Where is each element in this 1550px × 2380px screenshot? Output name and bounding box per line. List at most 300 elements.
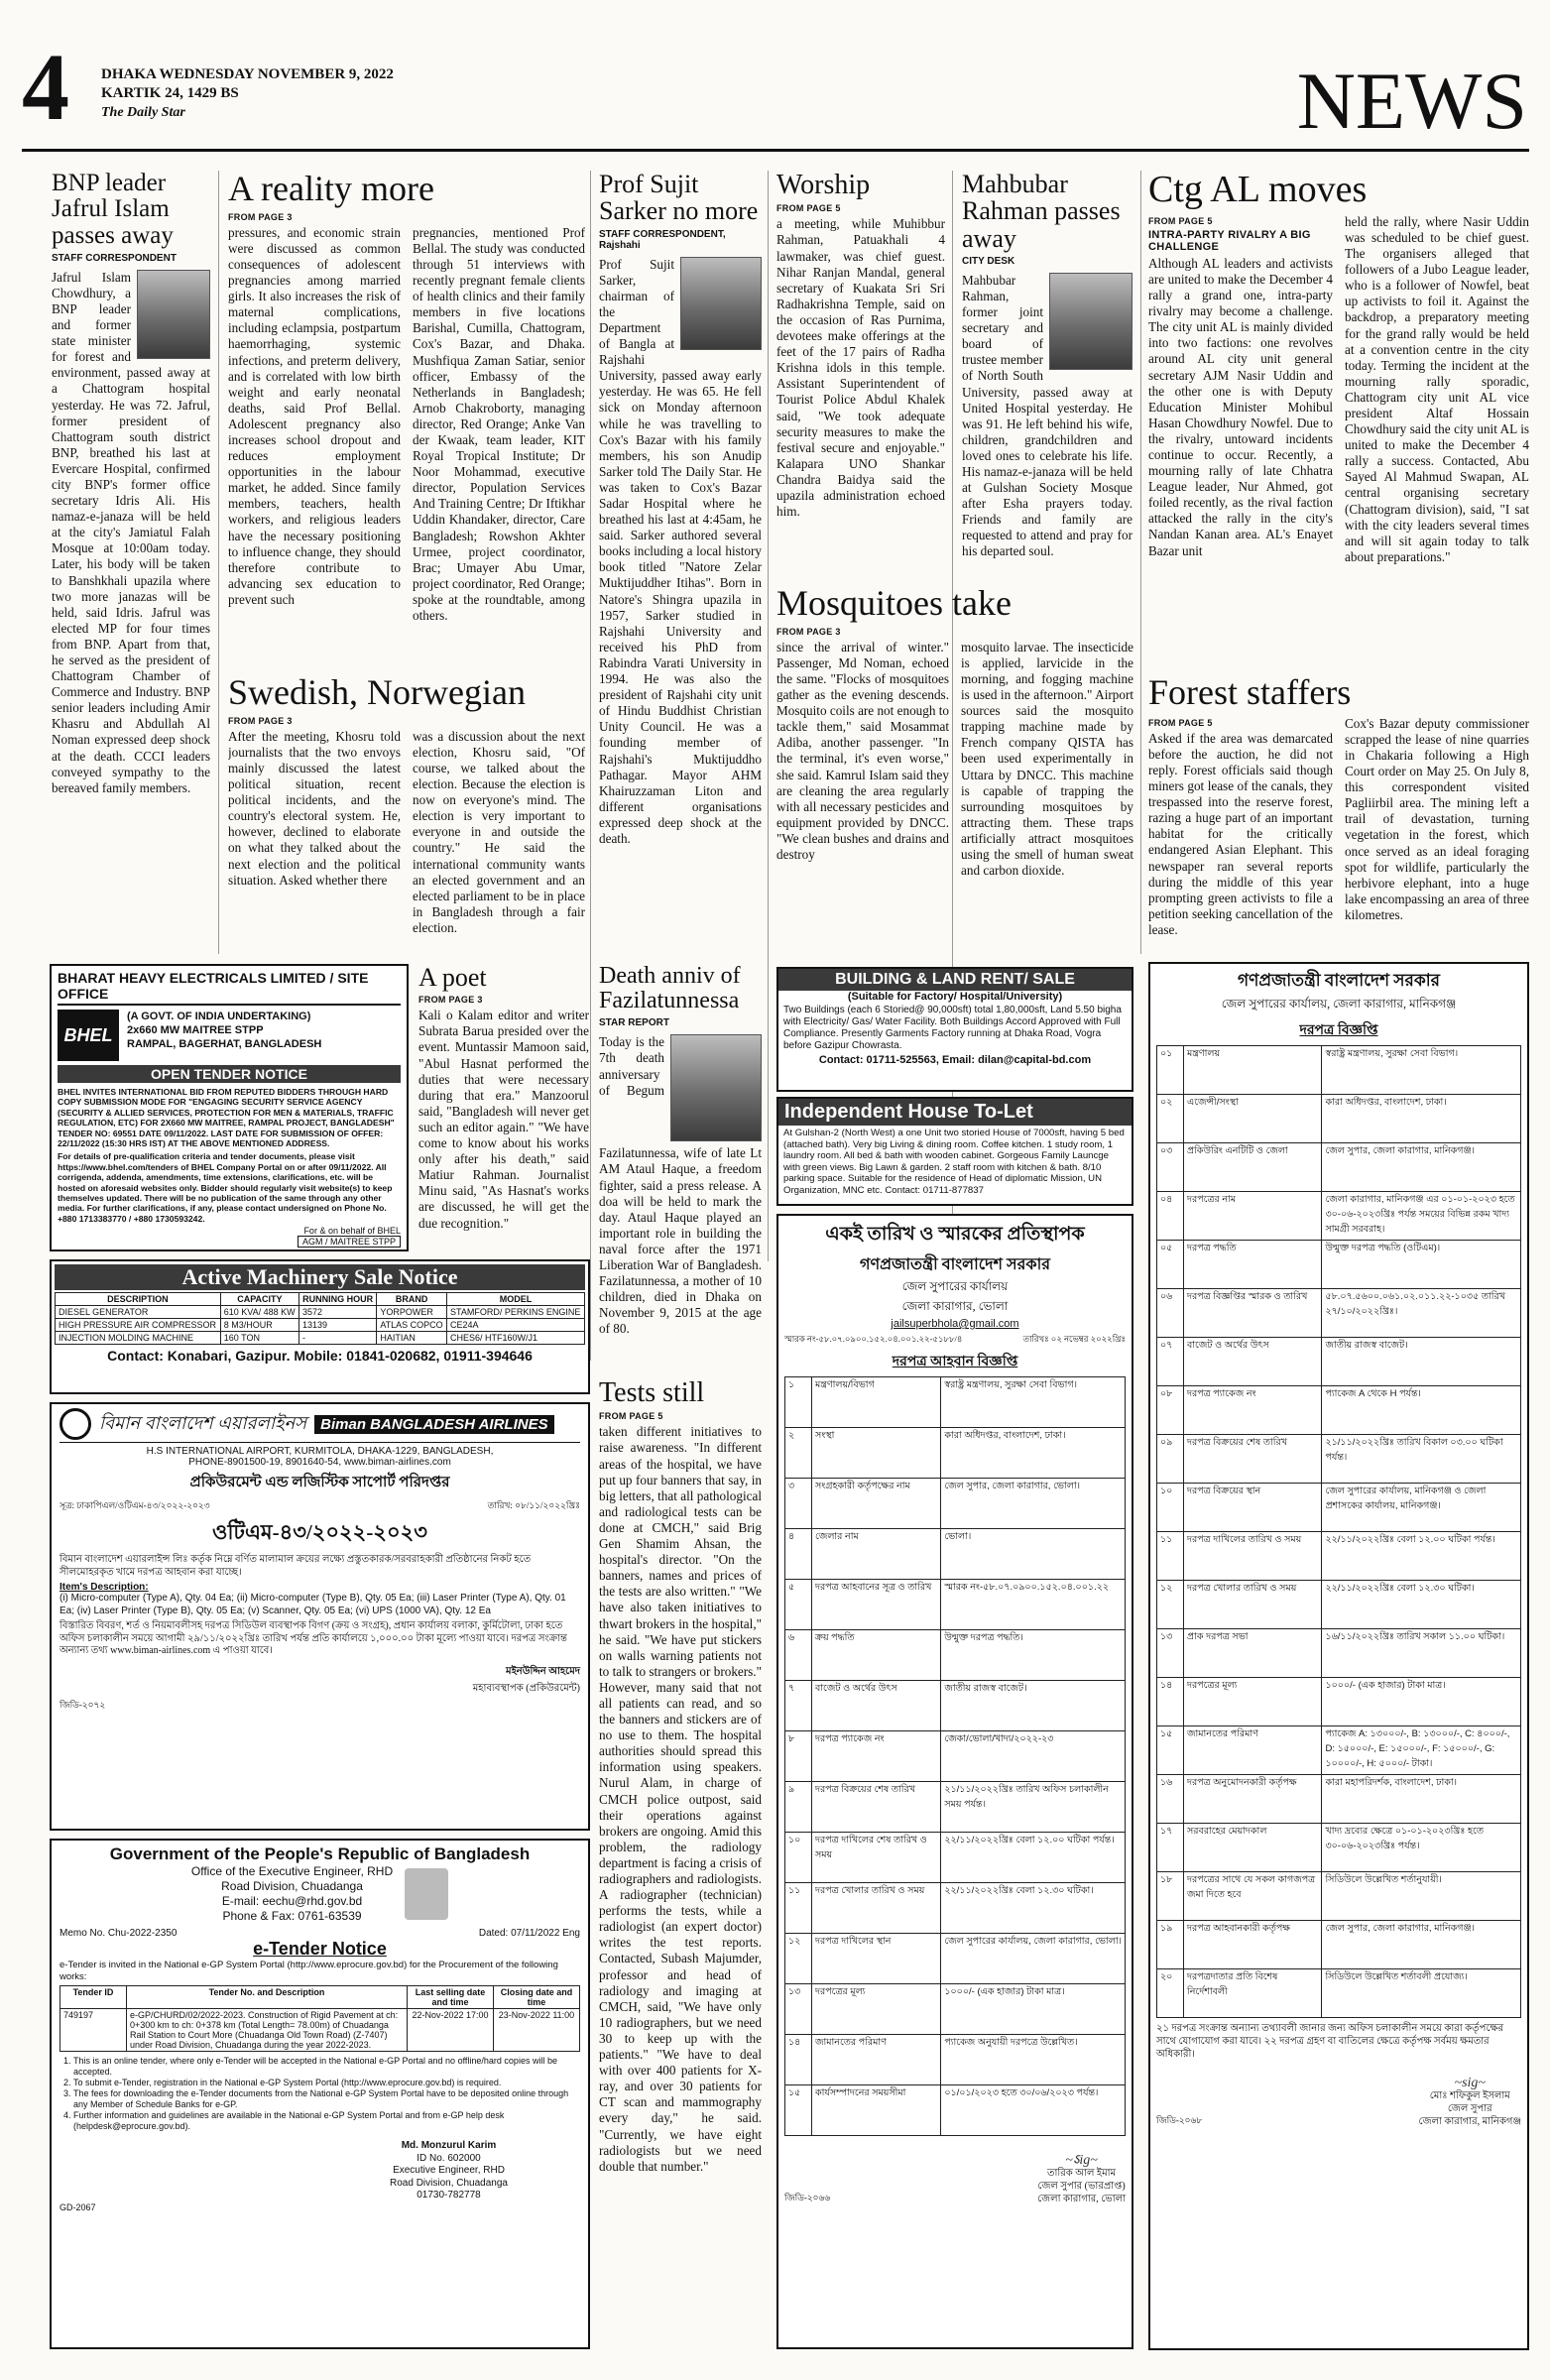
ad-directorate: প্রকিউরমেন্ট এন্ড লজিস্টিক সাপোর্ট পরিদপ্তর: [189, 1475, 450, 1490]
headline: Tests still: [599, 1378, 705, 1408]
cell: ৫: [785, 1580, 812, 1630]
cell: ১৩: [1157, 1629, 1184, 1678]
dateline-bengali-date: KARTIK 24, 1429 BS: [101, 85, 239, 101]
cell: দরপত্র বিক্রয়ের শেষ তারিখ: [812, 1782, 941, 1833]
table-row: [60, 2009, 580, 2052]
ad-sign-title: Executive Engineer, RHD: [393, 2165, 505, 2176]
table-row: [1157, 1629, 1521, 1678]
ad-notes: [60, 2056, 580, 2132]
article-worship: [776, 171, 945, 577]
cell: ১৯: [1157, 1921, 1184, 1969]
cell: ২১/১১/২০২২খ্রিঃ তারিখ বিকাল ০৩.০০ ঘটিকা পর্যন্ত।: [1322, 1435, 1521, 1484]
cell: 22-Nov-2022 17:00: [408, 2009, 494, 2052]
table-row: [1157, 1338, 1521, 1386]
ad-text: BHEL INVITES INTERNATIONAL BID FROM REPUTED BIDDERS THROUGH HARD COPY SUBMISSION MODE FOR "ENGAGING SECURITY SERVICE AGENCY (SECURITY & ALLIED SERVICES, PROTECTION FOR MEN & MATERIALS, TRAFFIC REGULATION, ETC) FOR 2X660 MW MAITREE, RAMPAL PROJECT, BANGLADESH" TENDER NO: 69551 DATE 09/11/2022. LAST DATE FOR SUBMISSION OF OFFER: 22/11/2022 (15:30 HRS IST) AT THE ABOVE MENTIONED ADDRESS.: [58, 1087, 395, 1149]
cell: ০৪: [1157, 1192, 1184, 1241]
cell: কারা মহাপরিদর্শক, বাংলাদেশ, ঢাকা।: [1322, 1775, 1521, 1824]
ad-intro: বিমান বাংলাদেশ এয়ারলাইন্স লিঃ কর্তৃক নিম্নে বর্ণিত মালামাল ক্রয়ের লক্ষ্যে প্রস্তুতকারক/সরবরাহকারী প্রতিষ্ঠানের নিকট হতে সীলমোহরকৃত খামে দরপত্র আহবান করা যাচ্ছে।: [60, 1554, 532, 1578]
ad-email: E-mail: eechu@rhd.gov.bd: [221, 1894, 363, 1908]
kicker: FROM PAGE 3: [228, 715, 293, 726]
ad-title: Government of the People's Republic of Bangladesh: [109, 1844, 531, 1863]
cell: প্রকিউরিং এনটিটি ও জেলা: [1184, 1143, 1322, 1192]
table-row: [1157, 1921, 1521, 1969]
cell: ২২/১১/২০২২খ্রিঃ বেলা ১২.০০ ঘটিকা পর্যন্ত।: [1322, 1532, 1521, 1581]
table-header: [60, 1986, 580, 2009]
headline: Worship: [776, 171, 871, 200]
table-row: [1157, 1872, 1521, 1921]
col-header: BRAND: [377, 1293, 447, 1306]
table-row: [785, 1529, 1126, 1580]
table-row: [1157, 1241, 1521, 1289]
biman-logo-icon: [60, 1408, 91, 1440]
subhead: INTRA-PARTY RIVALRY A BIG CHALLENGE: [1148, 228, 1311, 253]
table-row: [1157, 1484, 1521, 1532]
cell: জাতীয় রাজস্ব বাজেট।: [941, 1681, 1126, 1731]
cell: মন্ত্রণালয়/বিভাগ: [812, 1377, 941, 1428]
cell: উন্মুক্ত দরপত্র পদ্ধতি।: [941, 1630, 1126, 1681]
cell: দরপত্র প্যাকেজ নং: [812, 1731, 941, 1782]
cell: ১৪: [785, 2035, 812, 2085]
ad-biman-tender: [50, 1402, 590, 1831]
col-header: Closing date and time: [494, 1986, 580, 2009]
article-body: Jafrul Islam Chowdhury, a BNP leader and former state minister for forest and environment, passed away at a Chattogram hospital yesterday. He was 72. Jafrul, former president of Chattogram south district BNP, breathed his last at Evercare Hospital, confirmed city BNP's former office secretary Idris Ali. His namaz-e-janaza will be held at the city's Jamiatul Falah Mosque at 10:00am today. Later, his body will be taken to Banshkhali upazila where two more janazas will be held, said Idris. Jafrul was elected MP for four times from BNP. Apart from that, he served as the president of Chattogram Chamber of Commerce and Industry. BNP senior leaders including Amir Khasru and Abdullah Al Noman expressed deep shock at the death. CCCI leaders conveyed sympathy to the bereaved family members.: [52, 269, 210, 795]
ad-sign-line1: For & on behalf of BHEL: [303, 1226, 401, 1237]
table-row: [1157, 1289, 1521, 1338]
ad-memo: স্মারক নং-৫৮.০৭.০৯০০.১৫২.০৪.০০১.২২-৫১৮৮/৪: [784, 1334, 963, 1344]
col-header: DESCRIPTION: [56, 1293, 221, 1306]
article-body: Prof Sujit Sarker, chairman of the Department of Bangla at Rajshahi University, passed away early yesterday. He was 65. He fell sick on Monday afternoon while he was travelling to Cox's Bazar with his family members, his son Anudip Sarker told The Daily Star. He was taken to Cox's Bazar Sadar Hospital where he breathed his last at 4:45am, he said. Sarker authored several books including a local history book titled "Natore Zelar Muktijuddher Itihas". Born in Natore's Shingra upazila in 1957, Sarker studied in Rajshahi University and received his PhD from Rabindra Varati University in 1994. He was also the president of Rajshahi city unit of Hindu Buddhist Christian Unity Council. He was a founding member of Rajshahi's Muktijuddho Pathagar. Mayor AHM Khairuzzaman Liton and different organisations expressed deep shock at the death.: [599, 256, 762, 846]
table-row: [1157, 1581, 1521, 1629]
cell: জেল সুপার, জেলা কারাগার, ভোলা।: [941, 1479, 1126, 1529]
cell: STAMFORD/ PERKINS ENGINE: [447, 1306, 585, 1319]
cell: ১৪: [1157, 1678, 1184, 1726]
cell: ০৮: [1157, 1386, 1184, 1435]
cell: দরপত্র প্যাকেজ নং: [1184, 1386, 1322, 1435]
list-item: 3. The fees for downloading the e-Tender documents from the National e-GP System Portal have to be deposited online through any Member of Schedule Banks for e-GP.: [73, 2088, 580, 2110]
ad-office: জেল সুপারের কার্যালয়, জেলা কারাগার, মানিকগঞ্জ: [1221, 997, 1457, 1011]
machinery-table: [55, 1292, 585, 1345]
cell: দরপত্র বিক্রয়ের শেষ তারিখ: [1184, 1435, 1322, 1484]
table-row: [785, 1934, 1126, 1984]
biman-bengali-brand: বিমান বাংলাদেশ এয়ারলাইনস: [99, 1412, 307, 1433]
ad-sign-sub: জেলা কারাগার, মানিকগঞ্জ: [1418, 2116, 1521, 2127]
ad-building-rent: [776, 967, 1133, 1092]
ad-email: jailsuperbhola@gmail.com: [891, 1318, 1019, 1330]
cell: ১১: [1157, 1532, 1184, 1581]
table-row: [1157, 1969, 1521, 2018]
headline: A poet: [418, 964, 487, 992]
ad-text: At Gulshan-2 (North West) a one Unit two storied House of 7000sft, having 5 bed (attached bath). Very big Living & dining room. Coffee kitchen. 1 study room, 1 laundry room. All bed & bath with wooden cabinet. Gorgeous Family Launcge with green views. Big Lawn & garden. 2 staff room with kitchen & bath. 8/10 parking space. Suitable for the residence of Head of diplomatic Mission, UN Organization, MNC etc. Contact: 01711-877837: [783, 1128, 1125, 1196]
cell: জাতীয় রাজস্ব বাজেট।: [1322, 1338, 1521, 1386]
ad-title: Active Machinery Sale Notice: [55, 1264, 585, 1290]
headline: BNP leader Jafrul Islam passes away: [52, 171, 174, 249]
table-row: [785, 1681, 1126, 1731]
cell: প্রাক দরপত্র সভা: [1184, 1629, 1322, 1678]
ad-date: তারিখ: ০৮/১১/২০২২খ্রিঃ: [487, 1500, 580, 1510]
cell: ০২: [1157, 1095, 1184, 1143]
cell: ২২/১১/২০২২খ্রিঃ বেলা ১২.০০ ঘটিকা পর্যন্ত।: [941, 1833, 1126, 1883]
ad-ref: জিডি-২০৬৬: [784, 2193, 831, 2202]
ad-ref: জিডি-২০৭২: [60, 1699, 106, 1710]
article-body: taken different initiatives to raise awareness. "In different areas of the hospital, we have put up four banners that say, in big letters, that all pathological and radiological tests can be done at CMCH," said Brig Gen Shamim Ahsan, the hospital's director. "On the banners, names and prices of the tests are also written." "We have also taken initiatives to thwart brokers in the hospital," he said. "We have put stickers on walls warning patients not to talk to strangers or brokers." However, many said that not all patients can read, and so the banners and stickers are of no use to them. The hospital authorities should spread this information using speakers. Nurul Alam, in charge of CMCH police outpost, said their operations against brokers are ongoing. Amid this problem, the radiology department is facing a crisis of radiographers and radiologists. A radiographer (technician) performs the tests, while a radiologist (an expert doctor) writes the test reports. Contacted, Subash Majumder, professor and head of radiology and imaging at CMCH, said, "We have only 10 radiographers, but we need 30 to keep up with the patients." "We have to deal with over 400 patients for X-ray, and over 30 patients for CT scan and mammography every day," he said. "Currently, we have eight radiologists but we need double that number.": [599, 1424, 762, 2174]
ad-title: Independent House To-Let: [778, 1099, 1132, 1126]
cell: ০৬: [1157, 1289, 1184, 1338]
cell: e-GP/CHURD/02/2022-2023. Construction of Rigid Pavement at ch: 0+300 km to ch: 0+378 km (Total Length= 78.00m) of Chuadanga Rail Station to Court More (Chuadanga Old Town Road) (Z-7407) under Road Division, Chuadanga during the year 2022-2023.: [127, 2009, 408, 2052]
cell: সিডিউলে উল্লেখিত শর্তাবলী প্রযোজ্য।: [1322, 1969, 1521, 2018]
ad-rhd-etender: [50, 1839, 590, 2349]
manikganj-tender-table: [1156, 1045, 1521, 2018]
ad-code: ওটিএম-৪৩/২০২২-২০২৩: [212, 1520, 427, 1544]
kicker: FROM PAGE 5: [1148, 215, 1213, 226]
table-row: [785, 1984, 1126, 2035]
photo-sujit-sarker: [680, 257, 762, 350]
cell: ১০: [785, 1833, 812, 1883]
cell: জামানতের পরিমাণ: [1184, 1726, 1322, 1775]
ad-house-to-let: [776, 1097, 1133, 1206]
cell: প্যাকেজ A: ১৩০০০/-, B: ১৩০০০/-, C: ৪০০০/-, D: ১৫০০০/-, E: ১৫০০০/-, F: ১৫০০০/-, G: ১০০০০/-, H: ৫০০০/- টাকা।: [1322, 1726, 1521, 1775]
ad-bhola-jail-tender: [776, 1214, 1133, 2349]
ad-office: জেল সুপারের কার্যালয়: [901, 1279, 1009, 1293]
ad-gov: গণপ্রজাতন্ত্রী বাংলাদেশ সরকার: [1237, 971, 1441, 990]
ad-date: Dated: 07/11/2022 Eng: [478, 1928, 580, 1939]
kicker: FROM PAGE 3: [776, 626, 841, 637]
cell: ০৩: [1157, 1143, 1184, 1192]
table-row: [56, 1332, 585, 1345]
cell: সংস্থা: [812, 1428, 941, 1479]
cell: উন্মুক্ত দরপত্র পদ্ধতি (ওটিএম)।: [1322, 1241, 1521, 1289]
cell: ১০: [1157, 1484, 1184, 1532]
cell: ০৯: [1157, 1435, 1184, 1484]
col-header: MODEL: [447, 1293, 585, 1306]
photo-jafrul-islam: [137, 270, 210, 359]
article-mosquitoes-take: [776, 585, 1133, 954]
list-item: 4. Further information and guidelines are available in the National e-GP System Portal and from e-GP help desk (helpdesk@eprocure.gov.bd).: [73, 2110, 580, 2132]
ad-intro: e-Tender is invited in the National e-GP System Portal (http://www.eprocure.gov.bd) for the Procurement of the following works:: [60, 1960, 558, 1982]
biman-brand: Biman BANGLADESH AIRLINES: [314, 1415, 553, 1434]
table-row: [1157, 1678, 1521, 1726]
table-row: [56, 1306, 585, 1319]
ad-phone: PHONE-8901500-19, 8901640-54, www.biman-airlines.com: [188, 1457, 451, 1468]
dateline: [101, 65, 696, 135]
cell: সরবরাহের মেয়াদকাল: [1184, 1824, 1322, 1872]
cell: 3572: [298, 1306, 376, 1319]
bhel-logo: BHEL: [58, 1010, 119, 1061]
ad-notice-title: OPEN TENDER NOTICE: [58, 1065, 401, 1083]
page-number: 4: [22, 40, 69, 139]
cell: দরপত্রের মূল্য: [1184, 1678, 1322, 1726]
ad-division: Road Division, Chuadanga: [221, 1879, 363, 1893]
cell: জেল সুপার, জেলা কারাগার, মানিকগঞ্জ।: [1322, 1921, 1521, 1969]
cell: স্মারক নং-৫৮.০৭.০৯০০.১৫২.০৪.০০১.২২: [941, 1580, 1126, 1630]
ad-sign-title: জেল সুপার (ভারপ্রাপ্ত): [1037, 2181, 1126, 2192]
col-header: Tender ID: [60, 1986, 127, 2009]
cell: দরপত্র পদ্ধতি: [1184, 1241, 1322, 1289]
cell: ৯: [785, 1782, 812, 1833]
ad-sign-phone: 01730-782778: [417, 2190, 481, 2201]
article-swedish-norwegian: [228, 674, 585, 954]
cell: দরপত্র দাখিলের শেষ তারিখ ও সময়: [812, 1833, 941, 1883]
article-body-col1: After the meeting, Khosru told journalists that the two envoys mainly discussed the latest political situation, recent political incidents, and the country's electoral system. He, however, declined to elaborate on what they talked about the next election and the political situation. Asked whether there: [228, 728, 401, 888]
dateline-date: DHAKA WEDNESDAY NOVEMBER 9, 2022: [101, 66, 394, 82]
ad-org: (A GOVT. OF INDIA UNDERTAKING): [127, 1011, 311, 1022]
rhd-tender-table: [60, 1985, 580, 2052]
article-body: a meeting, while Muhibbur Rahman, Patuakhali 4 lawmaker, was chief guest. Nihar Ranjan Mandal, general secretary of Kuakata Sri Sri Radhakrishna Temple, said on the occasion of Ras Purnima, devotees make offerings at the feet of the 17 pairs of Radha Krishna idols in this temple. Assistant Superintendent of Tourist Police Abdul Khalek said, "We took adequate security measures to make the festival secure and enjoyable." Kalapara UNO Shankar Chandra Baidya said the upazila administration echoed him.: [776, 216, 945, 520]
kicker: FROM PAGE 5: [776, 203, 841, 214]
cell: সিডিউলে উল্লেখিত শর্তানুযায়ী।: [1322, 1872, 1521, 1921]
ad-items-label: Item's Description:: [60, 1582, 149, 1593]
ad-memo: Memo No. Chu-2022-2350: [60, 1928, 178, 1939]
cell: ১৮: [1157, 1872, 1184, 1921]
ad-title: BUILDING & LAND RENT/ SALE: [778, 969, 1132, 991]
table-row: [1157, 1435, 1521, 1484]
table-row: [1157, 1192, 1521, 1241]
cell: দরপত্র অনুমোদনকারী কর্তৃপক্ষ: [1184, 1775, 1322, 1824]
ad-sign-name: Md. Monzurul Karim: [401, 2140, 497, 2151]
table-row: [1157, 1532, 1521, 1581]
byline: STAFF CORRESPONDENT: [52, 252, 177, 264]
cell: -: [298, 1332, 376, 1345]
cell: ২: [785, 1428, 812, 1479]
cell: ২২/১১/২০২২খ্রিঃ বেলা ১২.৩০ ঘটিকা।: [941, 1883, 1126, 1934]
ad-headline: একই তারিখ ও স্মারকের প্রতিস্থাপক: [825, 1224, 1085, 1245]
ad-sign-line2: AGM / MAITREE STPP: [298, 1236, 401, 1248]
cell: দরপত্রের মূল্য: [812, 1984, 941, 2035]
table-row: [56, 1319, 585, 1332]
cell: CE24A: [447, 1319, 585, 1332]
ad-address: H.S INTERNATIONAL AIRPORT, KURMITOLA, DHAKA-1229, BANGLADESH,: [146, 1446, 494, 1457]
cell: দরপত্র আহবানকারী কর্তৃপক্ষ: [1184, 1921, 1322, 1969]
cell: ১২: [1157, 1581, 1184, 1629]
photo-fazilatunnessa: [670, 1034, 762, 1141]
cell: দরপত্র আহবানের সূত্র ও তারিখ: [812, 1580, 941, 1630]
ad-machinery-sale: [50, 1259, 590, 1394]
headline: Ctg AL moves: [1148, 171, 1368, 210]
cell: ১২: [785, 1934, 812, 1984]
cell: ৩: [785, 1479, 812, 1529]
cell: সংগ্রহকারী কর্তৃপক্ষের নাম: [812, 1479, 941, 1529]
kicker: FROM PAGE 5: [1148, 717, 1213, 728]
ad-address: RAMPAL, BAGERHAT, BANGLADESH: [127, 1038, 322, 1050]
cell: ২০: [1157, 1969, 1184, 2018]
cell: ৭: [785, 1681, 812, 1731]
cell: HIGH PRESSURE AIR COMPRESSOR: [56, 1319, 221, 1332]
table-row: [1157, 1095, 1521, 1143]
masthead-rule: [22, 149, 1529, 152]
ad-sign-title: জেল সুপার: [1447, 2103, 1492, 2114]
ad-phone: Phone & Fax: 0761-63539: [222, 1909, 362, 1923]
headline: Mahbubar Rahman passes away: [962, 171, 1121, 253]
table-row: [1157, 1143, 1521, 1192]
ad-contact: Contact: Konabari, Gazipur. Mobile: 01841-020682, 01911-394646: [107, 1348, 533, 1364]
ad-sub: জেলা কারাগার, ভোলা: [901, 1299, 1009, 1313]
ad-memo: সূত্র: ঢাকাপিএল/ওটিএম-৪৩/২০২২-২০২৩: [60, 1500, 210, 1510]
table-row: [785, 1782, 1126, 1833]
ad-body: বিস্তারিত বিবরণ, শর্ত ও নিয়মাবলীসহ দরপত্র সিডিউল ব্যবস্থাপক বিগণ (ক্রয় ও সংগ্রহ), প্রধান কার্যালয় বলাকা, কুর্মিটোলা, ঢাকা হতে অফিস চলাকালীন সময়ে আগামী ২৯/১১/২০২২খ্রিঃ তারিখ পর্যন্ত প্রতি কার্যালয়ে ১,০০০.০০ টাকা মূল্যে পাওয়া যাবে। দরপত্র সংক্রান্ত অন্যান্য তথ্য www.biman-airlines.com এ পাওয়া যাবে।: [60, 1620, 567, 1656]
cell: ০১: [1157, 1046, 1184, 1095]
kicker: FROM PAGE 3: [228, 211, 293, 222]
cell: ১৬: [1157, 1775, 1184, 1824]
ad-ref: GD-2067: [60, 2202, 96, 2212]
table-row: [1157, 1775, 1521, 1824]
table-row: [785, 2035, 1126, 2085]
ad-notes: ২১ দরপত্র সংক্রান্ত অন্যান্য তথ্যাবলী জানার জন্য অফিস চলাকালীন সময়ে কারা কর্তৃপক্ষের সাথে যোগাযোগ করা যাবে। ২২ দরপত্র গ্রহণ বা বাতিলের ক্ষেত্রে কর্তৃপক্ষ সর্বময় ক্ষমতার অধিকারী।: [1156, 2023, 1504, 2060]
table-row: [1157, 1046, 1521, 1095]
cell: ০৫: [1157, 1241, 1184, 1289]
cell: 610 KVA/ 488 KW: [220, 1306, 298, 1319]
ad-plant: 2x660 MW MAITREE STPP: [127, 1024, 264, 1036]
ad-ref: জিডি-২০৬৮: [1156, 2115, 1203, 2125]
headline: Swedish, Norwegian: [228, 674, 526, 712]
cell: প্যাকেজ অনুযায়ী দরপত্রে উল্লেখিত।: [941, 2035, 1126, 2085]
cell: ১০০০/- (এক হাজার) টাকা মাত্র।: [941, 1984, 1126, 2035]
cell: কারা অধিদপ্তর, বাংলাদেশ, ঢাকা।: [941, 1428, 1126, 1479]
cell: ২১/১১/২০২২খ্রিঃ তারিখ অফিস চলাকালীন সময় পর্যন্ত।: [941, 1782, 1126, 1833]
article-body: Today is the 7th death anniversary of Begum Fazilatunnessa, wife of late Lt AM Ataul Haque, a freedom fighter, said a press release. A doa will be held to mark the day. Ataul Haque played an important role in building the naval force after the 1971 Liberation War of Bangladesh. Fazilatunnessa, a mother of 10 children, died in Dhaka on November 9, 2015 at the age of 80.: [599, 1034, 762, 1337]
article-ctg-al-moves: [1148, 171, 1529, 666]
emblem-icon: [405, 1868, 448, 1920]
kicker: FROM PAGE 5: [599, 1411, 663, 1422]
kicker: FROM PAGE 3: [418, 995, 483, 1006]
article-body-col2: held the rally, where Nasir Uddin was scheduled to be chief guest. The organisers alleged that followers of a Jubo League leader, who is a follower of Nowfel, beat up activists to foil it. Against the backdrop, a preparatory meeting for the grand rally would be held at a convention centre in the city today. Terming the incident at the mourning rally sporadic, Chattogram city unit AL vice president Altaf Hossain Chowdhury said the city unit AL is united to make the December 4 rally a success. Contacted, Abu Sayed Al Mahmud Swapan, AL central organising secretary (Chattogram division), said, "I sat with the city leaders several times and will sit again today to talk about preparations.": [1345, 213, 1529, 564]
cell: জেকা/ভোলা/খাদ্য/২০২২-২৩: [941, 1731, 1126, 1782]
ad-sign-division: Road Division, Chuadanga: [390, 2177, 508, 2189]
table-row: [785, 1580, 1126, 1630]
cell: ১৫: [785, 2085, 812, 2136]
ad-contact: Contact: 01711-525563, Email: dilan@capital-bd.com: [818, 1054, 1092, 1066]
article-body-col1: Although AL leaders and activists are united to make the December 4 rally a grand one, intra-party rivalry may become a challenge. The city unit AL is mainly divided into two factions: one revolves around AL city unit general secretary AJM Nasir Uddin and the other one is with Deputy Education Minister Mohibul Hasan Chowdhury Nowfel. Due to the rivalry, untoward incidents continue to occur. Recently, a mourning rally of late Chhatra League leader, Nur Ahmed, got foiled recently, as the rival faction attacked the rally in the city's Nandan Kanan area. AL's Enayet Bazar unit: [1148, 255, 1333, 558]
cell: ১৩: [785, 1984, 812, 2035]
cell: দরপত্রদাতার প্রতি বিশেষ নির্দেশাবলী: [1184, 1969, 1322, 2018]
cell: 8 M3/HOUR: [220, 1319, 298, 1332]
cell: দরপত্র বিক্রয়ের স্থান: [1184, 1484, 1322, 1532]
cell: দরপত্র খোলার তারিখ ও সময়: [1184, 1581, 1322, 1629]
cell: ০৭: [1157, 1338, 1184, 1386]
article-forest-staffers: [1148, 674, 1529, 954]
ad-notice-title: দরপত্র আহবান বিজ্ঞপ্তি: [892, 1355, 1018, 1369]
ad-sign: [58, 1226, 401, 1248]
ad-notice-title: দরপত্র বিজ্ঞপ্তি: [1299, 1023, 1378, 1038]
article-body-col1: pressures, and economic strain were discussed as common consequences of adolescent pregnancies among married girls. It also increases the risk of maternal complications, including eclampsia, postpartum haemorrhaging, systemic infections, and preterm delivery, and is correlated with low birth weight and early neonatal deaths, said Prof Bellal. Adolescent pregnancy also increases school dropout and reduces employment opportunities in the labour market, he added. Since family members, teachers, health workers, and religious leaders have the necessary positioning to influence change, they should therefore contribute to advancing sex education to prevent such: [228, 224, 401, 607]
cell: ১১: [785, 1883, 812, 1934]
cell: জেলার নাম: [812, 1529, 941, 1580]
cell: দরপত্র দাখিলের তারিখ ও সময়: [1184, 1532, 1322, 1581]
article-a-poet: [418, 964, 589, 1251]
table-row: [1157, 1386, 1521, 1435]
table-row: [785, 1833, 1126, 1883]
ad-sign-name: মইনউদ্দিন আহমেদ: [506, 1665, 580, 1677]
cell: 23-Nov-2022 11:00: [494, 2009, 580, 2052]
table-row: [785, 1428, 1126, 1479]
ad-sign-name: মোঃ শফিকুল ইসলাম: [1429, 2090, 1510, 2101]
paper-logo: The Daily Star: [101, 105, 185, 120]
cell: ৪: [785, 1529, 812, 1580]
cell: জেলা কারাগার, মানিকগঞ্জ এর ০১-০১-২০২৩ হতে ৩০-০৬-২০২৩খ্রিঃ পর্যন্ত সময়ের বিভিন্ন রকম খাদ্য সামগ্রী সরবরাহ।: [1322, 1192, 1521, 1241]
ad-title: BHARAT HEAVY ELECTRICALS LIMITED / SITE OFFICE: [58, 970, 401, 1006]
section-title: NEWS: [1296, 58, 1527, 146]
table-row: [785, 1479, 1126, 1529]
cell: ভোলা।: [941, 1529, 1126, 1580]
cell: দরপত্রের নাম: [1184, 1192, 1322, 1241]
table-row: [785, 1377, 1126, 1428]
bhola-tender-table: [784, 1376, 1126, 2136]
cell: YORPOWER: [377, 1306, 447, 1319]
cell: ১৬/১১/২০২২খ্রিঃ তারিখ সকাল ১১.০০ ঘটিকা।: [1322, 1629, 1521, 1678]
cell: খাদ্য দ্রব্যের ক্ষেত্রে ০১-০১-২০২৩খ্রিঃ হতে ৩০-০৬-২০২৩খ্রিঃ পর্যন্ত।: [1322, 1824, 1521, 1872]
ad-gov: গণপ্রজাতন্ত্রী বাংলাদেশ সরকার: [859, 1256, 1051, 1273]
cell: স্বরাষ্ট্র মন্ত্রণালয়, সুরক্ষা সেবা বিভাগ।: [1322, 1046, 1521, 1095]
cell: বাজেট ও অর্থের উৎস: [812, 1681, 941, 1731]
headline: Mosquitoes take: [776, 585, 1012, 623]
headline: Prof Sujit Sarker no more: [599, 171, 759, 226]
ad-text: Two Buildings (each 6 Storied@ 90,000sft) total 1,80,000sft, Land 5.50 bigha with Electricity/ Gas/ Water Facility. Both Buildings Accord Approved with Full Compliance. Presently Garments Factory running at Dhaka Road, Vogra before Gazipur Chowrasta.: [783, 1005, 1122, 1051]
cell: জেল সুপার, জেলা কারাগার, মানিকগঞ্জ।: [1322, 1143, 1521, 1192]
article-prof-sujit: [599, 171, 762, 954]
cell: 749197: [60, 2009, 127, 2052]
cell: ১০০০/- (এক হাজার) টাকা মাত্র।: [1322, 1678, 1521, 1726]
cell: ATLAS COPCO: [377, 1319, 447, 1332]
ad-items: (i) Micro-computer (Type A), Qty. 04 Ea; (ii) Micro-computer (Type B), Qty. 05 Ea; (iii) Laser Printer (Type A), Qty. 01 Ea; (iv) Laser Printer (Type B), Qty. 05 Ea; (v) Scanner, Qty. 05 Ea; (vi) UPS (1000 VA), Qty. 12 Ea: [60, 1593, 566, 1616]
signature-icon: ~ऽig~: [1065, 2153, 1098, 2168]
table-row: [1157, 1726, 1521, 1775]
cell: দরপত্র খোলার তারিখ ও সময়: [812, 1883, 941, 1934]
cell: জেল সুপারের কার্যালয়, মানিকগঞ্জ ও জেলা প্রশাসকের কার্যালয়, মানিকগঞ্জ।: [1322, 1484, 1521, 1532]
cell: কারা অধিদপ্তর, বাংলাদেশ, ঢাকা।: [1322, 1095, 1521, 1143]
cell: INJECTION MOLDING MACHINE: [56, 1332, 221, 1345]
ad-manikganj-jail-tender: [1148, 962, 1529, 2350]
table-header: [56, 1293, 585, 1306]
article-body-col2: pregnancies, mentioned Prof Bellal. The study was conducted through 51 interviews with recently pregnant female clients of health clinics and their family members in five locations Barishal, Cumilla, Chattogram, Cox's Bazar, and Dhaka. Mushfiqua Zaman Satiar, senior officer, Embassy of the Netherlands in Bangladesh; Arnob Chakroborty, managing director, Red Orange; Anke Van der Kwaak, team leader, KIT Royal Tropical Institute; Dr Noor Mohammad, executive director, Population Services And Training Centre; Dr Iftikhar Uddin Khandaker, director, Care Bangladesh; Rowshon Akhter Urmee, project coordinator, Brac; Umayer Abu Umar, project coordinator, Red Orange; spoke at the roundtable, among others.: [413, 224, 585, 624]
headline: A reality more: [228, 171, 434, 208]
article-body-col1: since the arrival of winter." Passenger, Md Noman, echoed the same. "Flocks of mosquitoes gather as the evening descends. Mosquito coils are not enough to tackle them," said Mosammat Adiba, another passenger. "In the terminal, it's even worse," she said. Kamrul Islam said they are cleaning the area regularly with all necessary pesticides and equipment provided by DNCC. "We clean bushes and drains and destroy: [776, 639, 949, 863]
cell: ৬: [785, 1630, 812, 1681]
signature-icon: ~sig~: [1454, 2076, 1486, 2090]
cell: দরপত্রের সাথে যে সকল কাগজপত্র জমা দিতে হবে: [1184, 1872, 1322, 1921]
article-reality-more: [228, 171, 585, 666]
table-row: [785, 2085, 1126, 2136]
article-body: Kali o Kalam editor and writer Subrata Barua presided over the event. Muntassir Mamoon said, "Abul Hasnat performed the duties that were necessary during that era." Manzoorul said, "Bangladesh will never get such an editor again." "We have come to know about his works only after his death," said Matiur Rahman. Journalist Minu said, "As Hasnat's works are discussed, he will get the due recognition.": [418, 1008, 589, 1231]
article-body: Mahbubar Rahman, former joint secretary and board of trustee member of North South University, passed away at United Hospital yesterday. He was 91. He left behind his wife, children, grandchildren and loved ones to celebrate his life. His namaz-e-janaza will be held at Gulshan Society Mosque after Esha prayers today. Friends and family are requested to attend and pray for his departed soul.: [962, 272, 1133, 559]
article-tests-still: [599, 1378, 762, 2350]
cell: ১৭: [1157, 1824, 1184, 1872]
cell: ২২/১১/২০২২খ্রিঃ বেলা ১২.৩০ ঘটিকা।: [1322, 1581, 1521, 1629]
ad-sign-name: তারিক আল ইমাম: [1047, 2168, 1117, 2179]
cell: ১৫: [1157, 1726, 1184, 1775]
list-item: 2. To submit e-Tender, registration in the National e-GP System Portal (http://www.eprocure.gov.bd) is required.: [73, 2078, 580, 2088]
cell: মন্ত্রণালয়: [1184, 1046, 1322, 1095]
list-item: 1. This is an online tender, where only e-Tender will be accepted in the National e-GP Portal and no offline/hard copies will be accepted.: [73, 2056, 580, 2078]
article-body-col2: mosquito larvae. The insecticide is applied, larvicide in the morning, and fogging machine is used in the afternoon." Airport sources said the mosquito trapping machine made by French company QISTA has been used experimentally in Uttara by DNCC. This machine is capable of trapping the surrounding mosquitoes by attracting them. These traps artificially attract mosquitoes using the smell of human sweat and carbon dioxide.: [961, 639, 1133, 879]
table-row: [785, 1883, 1126, 1934]
byline: CITY DESK: [962, 255, 1015, 267]
cell: CHES6/ HTF160W/J1: [447, 1332, 585, 1345]
article-fazilatunnessa: [599, 964, 762, 1370]
cell: DIESEL GENERATOR: [56, 1306, 221, 1319]
ad-bhel-tender: [50, 964, 409, 1251]
col-header: Tender No. and Description: [127, 1986, 408, 2009]
ad-date: তারিখঃ ০২ নভেম্বর ২০২২খ্রিঃ: [1022, 1334, 1126, 1344]
cell: জেল সুপারের কার্যালয়, জেলা কারাগার, ভোলা।: [941, 1934, 1126, 1984]
cell: দরপত্র বিজ্ঞপ্তির স্মারক ও তারিখ: [1184, 1289, 1322, 1338]
ad-details: For details of pre-qualification criteria and tender documents, please visit https://www.bhel.com/tenders of BHEL Company Portal on or after 09/11/2022. All corrigenda, addenda, amendments, time extensions, clarifications, etc. will be hosted on aforesaid websites only. Bidder should regularly visit website(s) to keep themselves updated. There will be no publication of the same through any other media. For further clarifications, if any, please contact undersigned on Phone No. +880 1713383770 / +880 1730593242.: [58, 1151, 393, 1224]
cell: ক্রয় পদ্ধতি: [812, 1630, 941, 1681]
cell: ৮: [785, 1731, 812, 1782]
cell: দরপত্র দাখিলের স্থান: [812, 1934, 941, 1984]
table-row: [1157, 1824, 1521, 1872]
article-body-col2: was a discussion about the next election, Khosru said, "Of course, we talked about the election. Because the election is now on everyone's mind. The election is very important to everyone in and outside the country." He said the international community wants an elected government and an elected parliament to be in place in Bangladesh through a fair election.: [413, 728, 585, 935]
table-row: [785, 1630, 1126, 1681]
byline: STAFF CORRESPONDENT, Rajshahi: [599, 228, 726, 251]
cell: জামানতের পরিমাণ: [812, 2035, 941, 2085]
